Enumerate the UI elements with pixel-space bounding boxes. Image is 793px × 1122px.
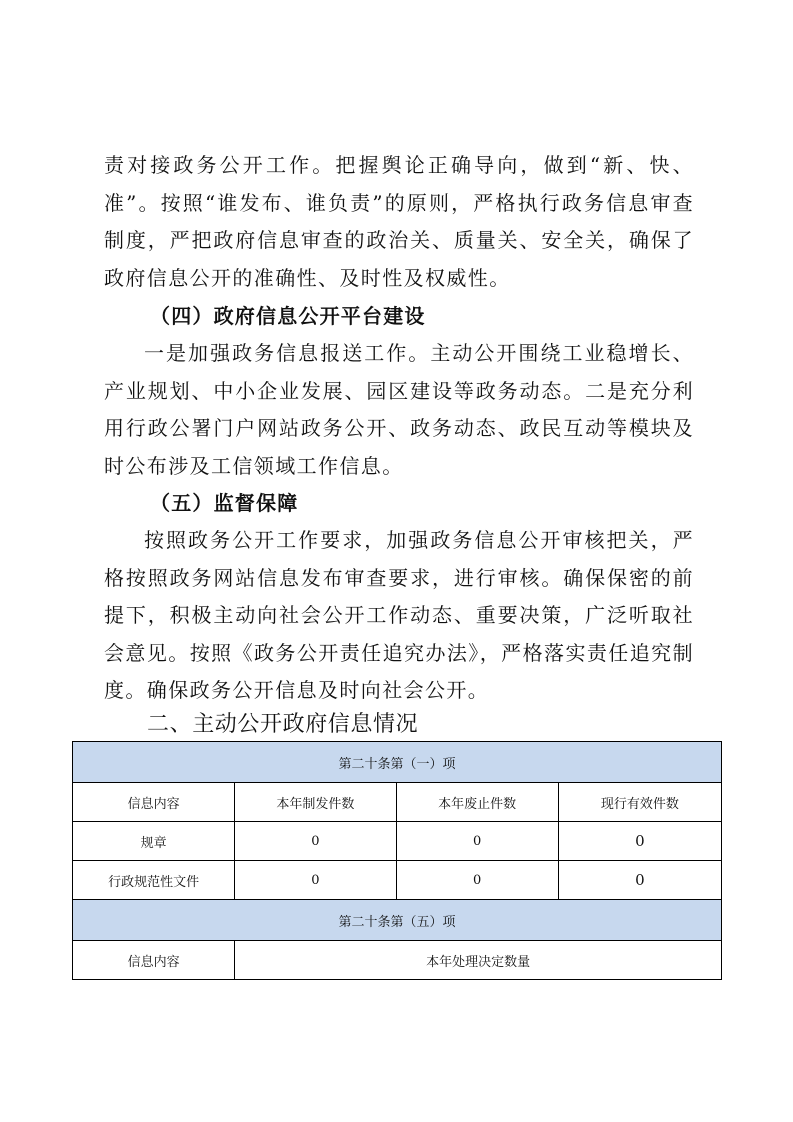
column-header-issued: 本年制发件数 — [235, 783, 396, 822]
row-label: 行政规范性文件 — [73, 861, 235, 900]
cell-abolished: 0 — [396, 861, 558, 900]
cell-issued: 0 — [235, 822, 396, 861]
cell-abolished: 0 — [396, 822, 558, 861]
table-column-headers — [73, 941, 722, 980]
table-column-headers — [73, 783, 722, 822]
paragraph-supervision: 按照政务公开工作要求，加强政务信息公开审核把关，严格按照政务网站信息发布审查要求，进行审核。确保保密的前提下，积极主动向社会公开工作动态、重要决策，广泛听取社会意见。按照《政务公开责任追究办法》，严格落实责任追究制度。确保政务公开信息及时向社会公开。 — [104, 528, 694, 702]
disclosure-table — [72, 741, 722, 980]
subheading-supervision: （五）监督保障 — [150, 491, 299, 515]
section1-title: 第二十条第（一）项 — [73, 742, 722, 783]
cell-valid: 0 — [558, 822, 721, 861]
table-row — [73, 861, 722, 900]
table-row — [73, 822, 722, 861]
section2-title: 第二十条第（五）项 — [73, 900, 722, 941]
column-header-valid: 现行有效件数 — [558, 783, 721, 822]
row-label: 规章 — [73, 822, 235, 861]
column-header-abolished: 本年废止件数 — [396, 783, 558, 822]
subheading-platform-construction: （四）政府信息公开平台建设 — [150, 304, 426, 328]
table-section-header — [73, 900, 722, 941]
section-heading-active-disclosure: 二、主动公开政府信息情况 — [147, 712, 419, 737]
table-section-header — [73, 742, 722, 783]
paragraph-platform-construction: 一是加强政务信息报送工作。主动公开围绕工业稳增长、产业规划、中小企业发展、园区建设等政务动态。二是充分利用行政公署门户网站政务公开、政务动态、政民互动等模块及时公布涉及工信领域工作信息。 — [104, 341, 694, 478]
column-header-info-content: 信息内容 — [73, 783, 235, 822]
cell-valid: 0 — [558, 861, 721, 900]
column-header-info-content: 信息内容 — [73, 941, 235, 980]
paragraph-review-system: 责对接政务公开工作。把握舆论正确导向，做到“新、快、准”。按照“谁发布、谁负责”的原则，严格执行政务信息审查制度，严把政府信息审查的政治关、质量关、安全关，确保了政府信息公开的准确性、及时性及权威性。 — [104, 153, 694, 290]
cell-issued: 0 — [235, 861, 396, 900]
column-header-decisions: 本年处理决定数量 — [235, 941, 722, 980]
